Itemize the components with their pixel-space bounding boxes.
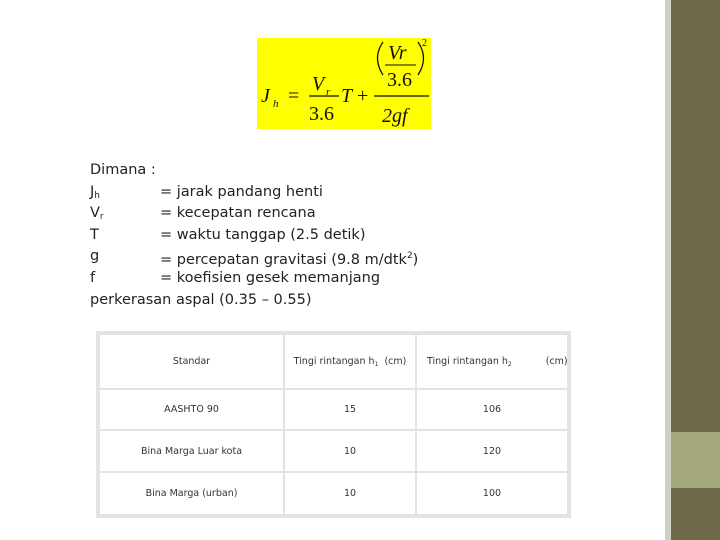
formula-lhs: J: [261, 85, 270, 107]
table-cell-h1: 10: [285, 473, 415, 514]
definition-symbol: $V_r$: [90, 205, 104, 223]
formula-plus: +: [357, 85, 369, 107]
formula-frac2-inner-den: 3.6: [387, 69, 412, 91]
definition-row-vr: [90, 203, 510, 225]
definition-description: = koefisien gesek memanjang: [160, 269, 381, 286]
formula-frac1-num: V: [312, 73, 325, 95]
formula-equals: =: [288, 85, 300, 107]
table-cell-standard: AASHTO 90: [100, 390, 283, 429]
definition-row-f: [90, 268, 510, 290]
table-header-h1: Tingi rintangan $h_1$ (cm): [285, 335, 415, 388]
table-header-standard: Standar: [100, 335, 283, 388]
formula-paren-left: [378, 42, 384, 75]
table-cell-standard: Bina Marga Luar kota: [100, 431, 283, 471]
table-cell-h1: 15: [285, 390, 415, 429]
formula-frac2-inner-num: Vr: [388, 42, 407, 64]
formula-frac1-den: 3.6: [309, 103, 334, 125]
definition-description: = waktu tanggap (2.5 detik): [160, 226, 366, 243]
definition-description: = kecepatan rencana: [160, 205, 316, 222]
table-cell-h2: 106: [417, 390, 567, 429]
definition-continuation: perkerasan aspal (0.35 – 0.55): [90, 291, 312, 308]
table-cell-standard: Bina Marga (urban): [100, 473, 283, 514]
definition-row-jh: [90, 182, 510, 204]
formula-box: [257, 38, 431, 129]
formula-frac1-num-sub: r: [326, 86, 331, 98]
table-cell-h2: 100: [417, 473, 567, 514]
definition-symbol: $J_h$: [90, 183, 100, 201]
formula-frac2-den: 2gf: [382, 105, 408, 127]
formula-equation: [257, 38, 431, 129]
obstacle-height-table: [96, 331, 571, 518]
table-cell-h1: 10: [285, 431, 415, 471]
definition-row-t: [90, 225, 510, 247]
table-cell-h2: 120: [417, 431, 567, 471]
definition-row-g: [90, 246, 510, 268]
definition-description: = jarak pandang henti: [160, 183, 323, 200]
definitions-block: [90, 160, 510, 311]
definition-symbol: g: [90, 248, 100, 265]
definition-description: = percepatan gravitasi (9.8 m/dtk$^2$): [160, 251, 419, 269]
definitions-heading-row: [90, 160, 510, 182]
formula-T: T: [341, 85, 353, 107]
definition-symbol: T: [90, 226, 99, 243]
definition-continuation-row: [90, 290, 510, 312]
table-header-h2: Tingi rintangan $h_2$ (cm): [417, 335, 567, 388]
decorative-stripe-light: [671, 432, 720, 488]
formula-lhs-sub: h: [273, 98, 279, 110]
formula-frac2-power: 2: [422, 38, 427, 49]
definition-symbol: f: [90, 269, 96, 286]
definitions-heading: Dimana :: [90, 162, 156, 178]
